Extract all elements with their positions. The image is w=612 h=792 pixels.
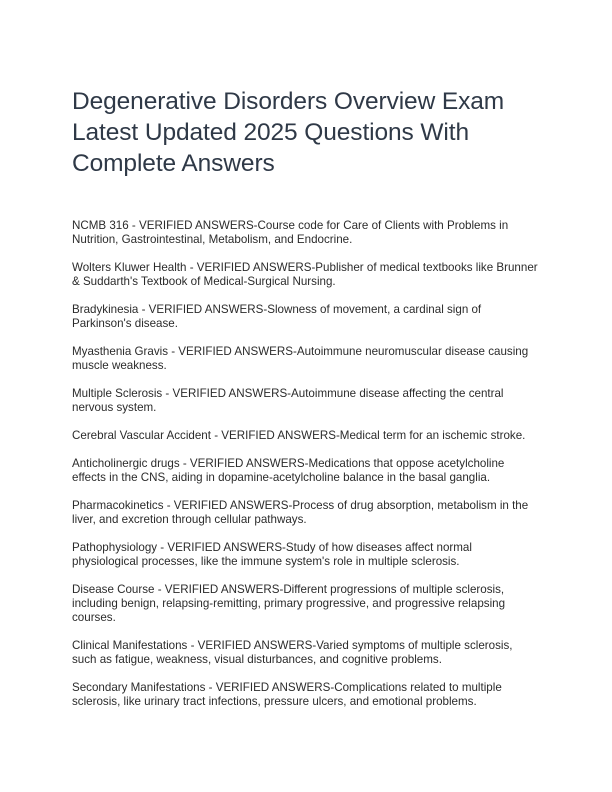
list-item: Myasthenia Gravis - VERIFIED ANSWERS-Autoimmune neuromuscular disease causing muscle weakness. <box>72 345 529 372</box>
list-item: Disease Course - VERIFIED ANSWERS-Different progressions of multiple sclerosis, including benign, relapsing-remitting, primary progressive, and progressive relapsing courses. <box>72 583 506 624</box>
list-item: Secondary Manifestations - VERIFIED ANSWERS-Complications related to multiple sclerosis, like urinary tract infections, pressure ulcers, and emotional problems. <box>72 681 502 708</box>
list-item: Pathophysiology - VERIFIED ANSWERS-Study of how diseases affect normal physiological processes, like the immune system's role in multiple sclerosis. <box>72 541 472 568</box>
list-item: Anticholinergic drugs - VERIFIED ANSWERS-Medications that oppose acetylcholine effects in the CNS, aiding in dopamine-acetylcholine balance in the basal ganglia. <box>72 457 505 484</box>
list-item: Multiple Sclerosis - VERIFIED ANSWERS-Autoimmune disease affecting the central nervous system. <box>72 387 504 414</box>
document-page <box>72 86 540 723</box>
document-title: Degenerative Disorders Overview Exam Latest Updated 2025 Questions With Complete Answers <box>72 88 505 177</box>
list-item: Wolters Kluwer Health - VERIFIED ANSWERS-Publisher of medical textbooks like Brunner & Suddarth's Textbook of Medical-Surgical Nursing. <box>72 261 538 288</box>
list-item: Bradykinesia - VERIFIED ANSWERS-Slowness of movement, a cardinal sign of Parkinson's disease. <box>72 303 482 330</box>
list-item: Cerebral Vascular Accident - VERIFIED ANSWERS-Medical term for an ischemic stroke. <box>72 429 526 442</box>
list-item: Pharmacokinetics - VERIFIED ANSWERS-Process of drug absorption, metabolism in the liver, and excretion through cellular pathways. <box>72 499 529 526</box>
list-item: Clinical Manifestations - VERIFIED ANSWERS-Varied symptoms of multiple sclerosis, such as fatigue, weakness, visual disturbances, and cognitive problems. <box>72 639 513 666</box>
entry-list <box>72 219 540 709</box>
list-item: NCMB 316 - VERIFIED ANSWERS-Course code for Care of Clients with Problems in Nutrition, Gastrointestinal, Metabolism, and Endocrine. <box>72 219 509 246</box>
